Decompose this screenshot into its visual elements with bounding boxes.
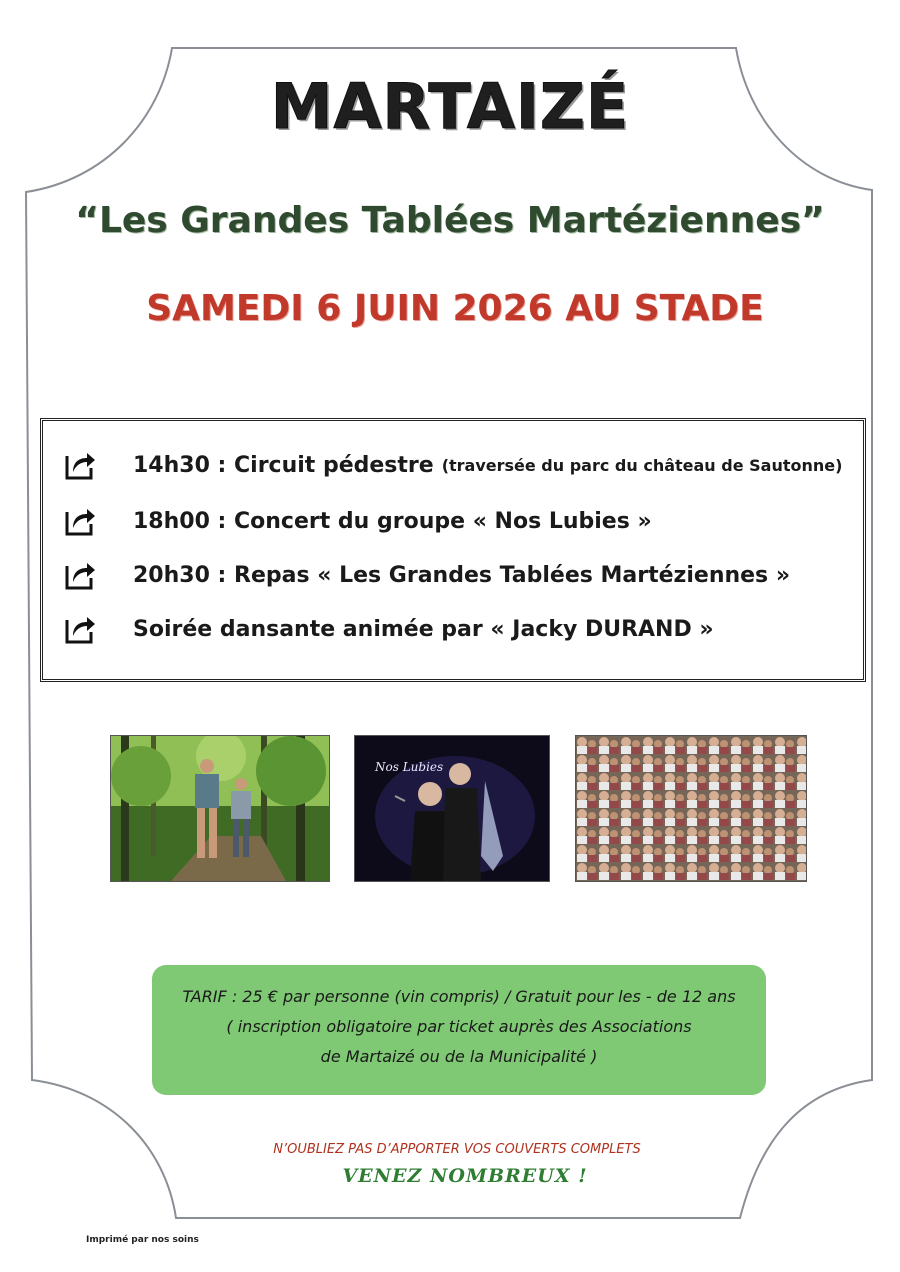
concert-photo — [355, 736, 549, 881]
share-arrow-icon — [63, 504, 97, 538]
program-item-note: (traversée du parc du château de Sautonne) — [441, 455, 843, 475]
program-item-text: 20h30 : Repas « Les Grandes Tablées Martéziennes » — [133, 562, 791, 588]
concert-caption: Nos Lubies — [375, 760, 444, 774]
share-arrow-icon — [63, 448, 97, 482]
program-item-text: 14h30 : Circuit pédestre — [133, 452, 434, 478]
program-box — [40, 418, 866, 682]
page-title: MARTAIZÉ — [270, 70, 630, 143]
share-arrow-icon — [63, 558, 97, 592]
crowd-photo — [576, 736, 806, 881]
event-subtitle: “Les Grandes Tablées Martéziennes” — [75, 200, 825, 241]
hiking-photo — [111, 736, 329, 881]
tarif-registration-cont: de Martaizé ou de la Municipalité ) — [320, 1047, 598, 1066]
tarif-registration: ( inscription obligatoire par ticket auprès des Associations — [226, 1017, 692, 1036]
tarif-panel — [152, 965, 766, 1095]
program-item-text: 18h00 : Concert du groupe « Nos Lubies » — [133, 508, 652, 534]
program-item-text: Soirée dansante animée par « Jacky DURAND » — [133, 616, 714, 642]
tarif-price: TARIF : 25 € par personne (vin compris) / Gratuit pour les - de 12 ans — [182, 987, 736, 1006]
venez-nombreux: VENEZ NOMBREUX ! — [342, 1165, 588, 1187]
share-arrow-icon — [63, 612, 97, 646]
cutlery-reminder: N’OUBLIEZ PAS D’APPORTER VOS COUVERTS COMPLETS — [273, 1142, 641, 1157]
printed-by-note: Imprimé par nos soins — [86, 1235, 199, 1245]
program-item-walk — [63, 445, 853, 485]
program-item-concert — [63, 501, 853, 541]
event-date: SAMEDI 6 JUIN 2026 AU STADE — [146, 288, 764, 329]
program-item-meal — [63, 555, 853, 595]
program-item-dance — [63, 609, 853, 649]
